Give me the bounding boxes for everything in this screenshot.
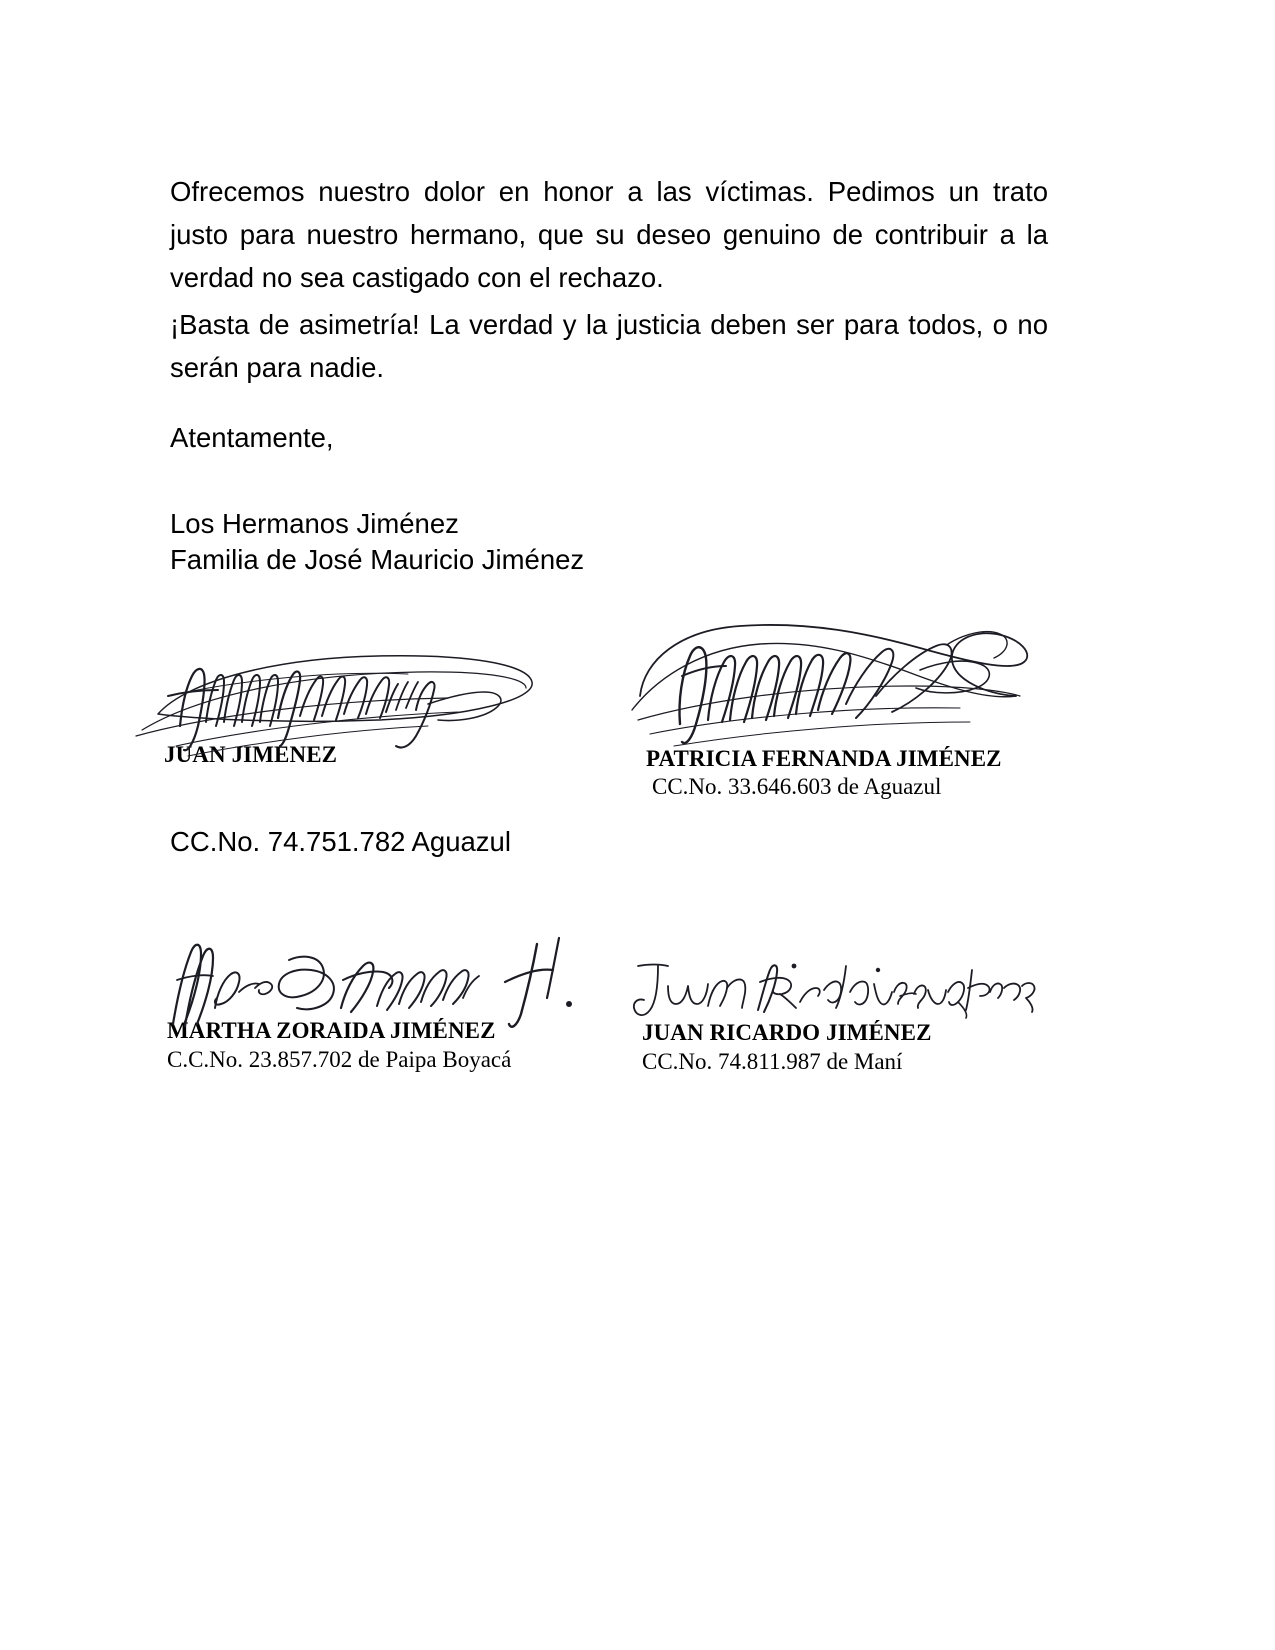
paragraph-victims-appeal: Ofrecemos nuestro dolor en honor a las víctimas. Pedimos un trato justo para nuestro hermano, que su deseo genuino de contribuir a la verdad no sea castigado con el rechazo. bbox=[170, 175, 1048, 293]
handwritten-signature-juan-jimenez-icon bbox=[128, 618, 548, 758]
signature-block-juan-jimenez bbox=[128, 618, 548, 768]
handwritten-signature-juan-ricardo-jimenez-icon bbox=[628, 952, 1048, 1032]
signature-block-juan-ricardo-jimenez bbox=[628, 952, 1048, 1075]
handwritten-signature-patricia-fernanda-jimenez-icon bbox=[620, 600, 1040, 760]
signature-id-patricia-fernanda-jimenez: CC.No. 33.646.603 de Aguazul bbox=[652, 774, 942, 799]
signature-id-martha-zoraida-jimenez: C.C.No. 23.857.702 de Paipa Boyacá bbox=[167, 1047, 512, 1072]
signature-id-juan-ricardo-jimenez: CC.No. 74.811.987 de Maní bbox=[642, 1049, 903, 1074]
signature-block-martha-zoraida-jimenez bbox=[155, 930, 575, 1073]
signature-block-patricia-fernanda-jimenez bbox=[620, 600, 1040, 800]
signer-group-name: Los Hermanos Jiménez bbox=[170, 508, 459, 539]
closing-salutation: Atentamente, bbox=[170, 422, 334, 453]
handwritten-signature-martha-zoraida-jimenez-icon bbox=[155, 930, 575, 1030]
signature-id-juan-jimenez: CC.No. 74.751.782 Aguazul bbox=[170, 826, 511, 857]
signature-name-juan-jimenez: JUAN JIMENEZ bbox=[164, 742, 338, 767]
signer-group-family: Familia de José Mauricio Jiménez bbox=[170, 544, 585, 575]
signature-name-patricia-fernanda-jimenez: PATRICIA FERNANDA JIMÉNEZ bbox=[646, 746, 1002, 771]
paragraph-asymmetry-appeal: ¡Basta de asimetría! La verdad y la justicia deben ser para todos, o no serán para nadie. bbox=[170, 308, 1048, 383]
signature-name-juan-ricardo-jimenez: JUAN RICARDO JIMÉNEZ bbox=[642, 1020, 932, 1045]
signature-name-martha-zoraida-jimenez: MARTHA ZORAIDA JIMÉNEZ bbox=[167, 1018, 496, 1043]
